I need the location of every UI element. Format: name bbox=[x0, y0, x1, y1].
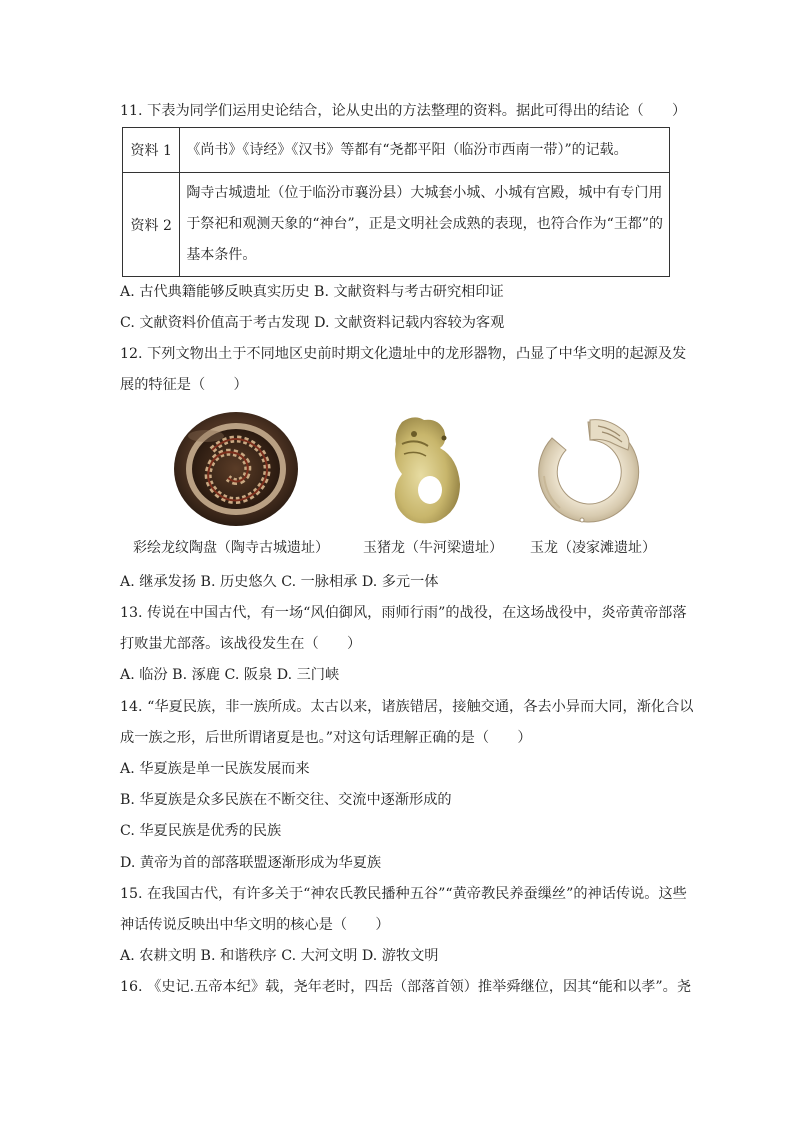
source-text-line: 陶寺古城遗址（位于临汾市襄汾县）大城套小城、小城有宫殿，城中有专门用 bbox=[186, 185, 663, 201]
q14-stem-line2: 成一族之形，后世所谓诸夏是也。”对这句话理解正确的是（ ） bbox=[120, 730, 532, 746]
caption-painted-plate: 彩绘龙纹陶盘（陶寺古城遗址） bbox=[133, 540, 329, 556]
source-text bbox=[180, 128, 670, 173]
source-text-line: 基本条件。 bbox=[186, 247, 257, 263]
q14-option-b: B. 华夏族是众多民族在不断交往、交流中逐渐形成的 bbox=[120, 792, 452, 808]
q12-stem-line2: 展的特征是（ ） bbox=[120, 377, 248, 393]
q14-stem-line1: 14. “华夏民族，非一族所成。太古以来，诸族错居，接触交通，各去小异而大同，渐化合以 bbox=[120, 699, 694, 715]
source-label: 资料 2 bbox=[123, 173, 180, 277]
q12-stem-line1: 12. 下列文物出土于不同地区史前时期文化遗址中的龙形器物，凸显了中华文明的起源及发 bbox=[120, 346, 687, 362]
q14-option-d: D. 黄帝为首的部落联盟逐渐形成为华夏族 bbox=[120, 855, 382, 871]
painted-dragon-plate-image bbox=[172, 410, 300, 528]
q16-stem-line1: 16. 《史记.五帝本纪》载，尧年老时，四岳（部落首领）推举舜继位，因其“能和以孝”。尧 bbox=[120, 979, 692, 995]
q14-option-c: C. 华夏民族是优秀的民族 bbox=[120, 823, 282, 839]
table-row bbox=[123, 173, 670, 277]
q13-stem-line2: 打败蚩尤部落。该战役发生在（ ） bbox=[120, 636, 362, 652]
q11-stem: 11. 下表为同学们运用史论结合，论从史出的方法整理的资料。据此可得出的结论（ ） bbox=[120, 103, 687, 119]
source-text-line: 《尚书》《诗经》《汉书》等都有“尧都平阳（临汾市西南一带）”的记载。 bbox=[186, 141, 628, 158]
table-row bbox=[123, 128, 670, 173]
jade-pig-dragon-image bbox=[388, 414, 468, 528]
q12-options: A. 继承发扬 B. 历史悠久 C. 一脉相承 D. 多元一体 bbox=[120, 574, 439, 590]
q15-stem-line1: 15. 在我国古代，有许多关于“神农氏教民播种五谷”“黄帝教民养蚕缫丝”的神话传说。这些 bbox=[120, 886, 687, 902]
q14-option-a: A. 华夏族是单一民族发展而来 bbox=[120, 761, 310, 777]
q13-options: A. 临汾 B. 涿鹿 C. 阪泉 D. 三门峡 bbox=[120, 667, 340, 683]
q11-source-table bbox=[122, 127, 670, 277]
source-text-line: 于祭祀和观测天象的“神台”，正是文明社会成熟的表现，也符合作为“王都”的 bbox=[186, 216, 663, 232]
q11-options-cd: C. 文献资料价值高于考古发现 D. 文献资料记载内容较为客观 bbox=[120, 315, 505, 331]
jade-dragon-ring-image bbox=[532, 416, 644, 528]
q15-stem-line2: 神话传说反映出中华文明的核心是（ ） bbox=[120, 917, 390, 933]
caption-pig-dragon: 玉猪龙（牛河梁遗址） bbox=[363, 540, 503, 556]
caption-jade-dragon: 玉龙（凌家滩遗址） bbox=[530, 540, 656, 556]
q11-options-ab: A. 古代典籍能够反映真实历史 B. 文献资料与考古研究相印证 bbox=[120, 284, 504, 300]
source-label: 资料 1 bbox=[123, 128, 180, 173]
source-text bbox=[180, 173, 670, 277]
q15-options: A. 农耕文明 B. 和谐秩序 C. 大河文明 D. 游牧文明 bbox=[120, 948, 439, 964]
q13-stem-line1: 13. 传说在中国古代，有一场“风伯御风，雨师行雨”的战役，在这场战役中，炎帝黄帝部落 bbox=[120, 605, 687, 621]
